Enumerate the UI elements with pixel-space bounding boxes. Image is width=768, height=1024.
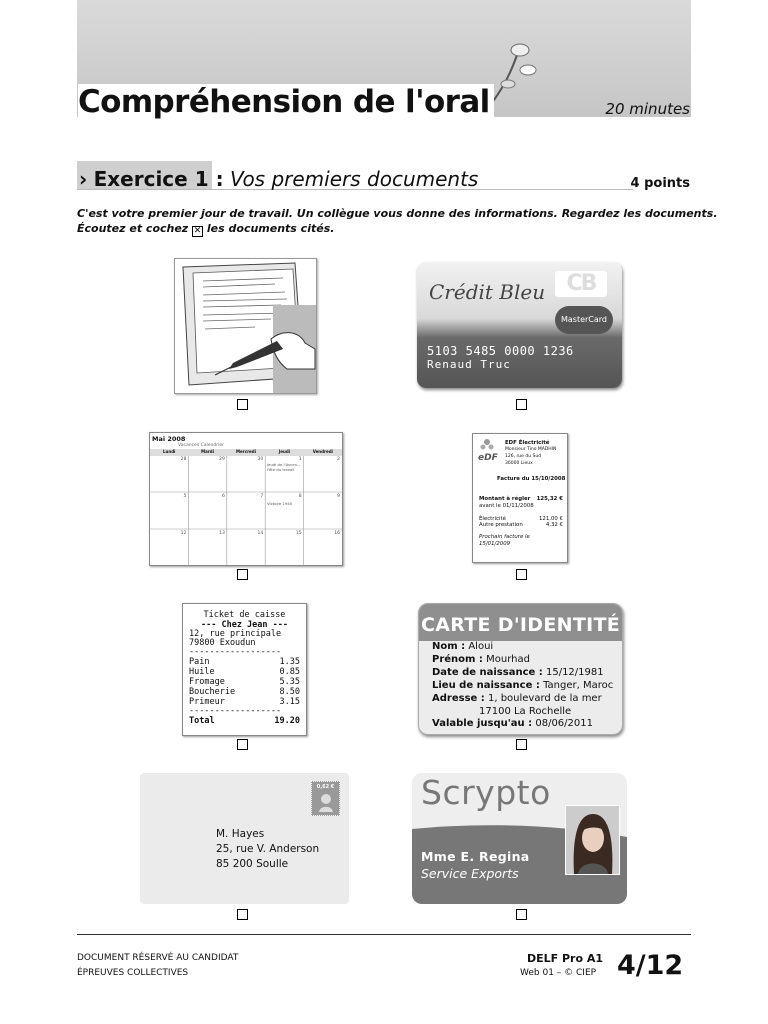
calendar-row-3 bbox=[150, 531, 342, 536]
receipt-item-price: 1.35 bbox=[279, 657, 300, 667]
exercise-subtitle: Vos premiers documents bbox=[229, 167, 479, 191]
calendar-date: 14 bbox=[257, 531, 264, 536]
id-value: Aloui bbox=[468, 641, 494, 652]
calendar-date: 12 bbox=[180, 531, 187, 536]
edf-next-label: Prochain facture le bbox=[479, 534, 530, 540]
id-row bbox=[432, 654, 530, 665]
id-value: Mourhad bbox=[486, 654, 530, 665]
id-value: 08/06/2011 bbox=[535, 718, 593, 729]
envelope-line-3: 85 200 Soulle bbox=[216, 858, 289, 870]
calendar-document bbox=[149, 432, 343, 566]
edf-company: EDF Électricité bbox=[505, 440, 550, 446]
calendar-date: 28 bbox=[180, 457, 187, 462]
calendar-header-row bbox=[150, 449, 342, 456]
id-value: 17100 La Rochelle bbox=[479, 706, 572, 717]
id-label: Prénom : bbox=[432, 654, 483, 665]
mastercard-logo: MasterCard bbox=[555, 306, 613, 334]
checkbox-bank-card[interactable] bbox=[516, 399, 527, 410]
checkbox-envelope[interactable] bbox=[237, 909, 248, 920]
calendar-date: 16 bbox=[334, 531, 341, 536]
receipt-item bbox=[189, 677, 300, 687]
id-label: Adresse : bbox=[432, 693, 485, 704]
receipt-total-label: Total bbox=[189, 716, 215, 726]
checkbox-contract[interactable] bbox=[237, 399, 248, 410]
edf-other-label: Autre prestation bbox=[479, 522, 523, 528]
id-row bbox=[432, 667, 604, 678]
calendar-row-2 bbox=[150, 494, 342, 499]
bank-card bbox=[417, 262, 622, 388]
calendar-date: 1 bbox=[298, 457, 302, 462]
calendar-row-1 bbox=[150, 457, 342, 462]
edf-amount-label: Montant à régler bbox=[479, 496, 531, 502]
receipt-total-value: 19.20 bbox=[274, 716, 300, 726]
exercise-arrow: › bbox=[79, 167, 88, 191]
cb-logo: CB bbox=[555, 271, 607, 297]
calendar-grid bbox=[150, 456, 342, 565]
calendar-day: Lundi bbox=[162, 449, 176, 454]
calendar-subtitle: Vacances Calendrier bbox=[178, 443, 224, 448]
receipt-title: Ticket de caisse bbox=[203, 610, 286, 620]
calendar-month: Mai 2008 bbox=[152, 435, 186, 443]
checkbox-id-card[interactable] bbox=[516, 739, 527, 750]
id-label: Date de naissance : bbox=[432, 667, 543, 678]
calendar-date: 15 bbox=[295, 531, 302, 536]
contract-signing-illustration bbox=[175, 259, 316, 393]
edf-address-2: 126, rue du Sud bbox=[505, 454, 542, 459]
calendar-day: Vendredi bbox=[312, 449, 333, 454]
edf-due: avant le 01/11/2008 bbox=[479, 503, 534, 509]
badge-company-logo: Scrypto bbox=[421, 773, 551, 812]
checked-box-icon: ✕ bbox=[193, 226, 202, 236]
footer-line-1: DOCUMENT RÉSERVÉ AU CANDIDAT bbox=[77, 953, 239, 963]
calendar-note: Victoire 1945 bbox=[267, 501, 293, 506]
receipt-total bbox=[189, 716, 300, 726]
receipt-item-name: Boucherie bbox=[189, 687, 236, 697]
receipt-address-1: 12, rue principale bbox=[189, 629, 282, 639]
receipt-item-price: 3.15 bbox=[279, 697, 300, 707]
edf-flower-icon bbox=[479, 438, 495, 452]
receipt-separator: ------------------ bbox=[189, 647, 282, 657]
badge-photo bbox=[565, 805, 620, 875]
checkbox-edf-bill[interactable] bbox=[516, 569, 527, 580]
contract-document bbox=[174, 258, 317, 394]
instruction-part-b: les documents cités. bbox=[206, 222, 335, 235]
edf-next-date: 15/01/2009 bbox=[479, 541, 511, 547]
instruction-line-2 bbox=[77, 222, 334, 237]
edf-invoice-date: Facture du 15/10/2008 bbox=[497, 476, 566, 482]
stamp-value: 0,62 € bbox=[316, 784, 335, 790]
checkbox-receipt[interactable] bbox=[237, 739, 248, 750]
exercise-points: 4 points bbox=[630, 176, 690, 191]
calendar-date: 5 bbox=[183, 494, 187, 499]
receipt-separator: ------------------ bbox=[189, 706, 282, 716]
calendar-day: Mercredi bbox=[236, 449, 256, 454]
page-number: 4/12 bbox=[617, 950, 684, 981]
calendar-date: 30 bbox=[257, 457, 264, 462]
receipt-item-name: Huile bbox=[189, 667, 215, 677]
id-row bbox=[432, 641, 493, 652]
id-row bbox=[432, 680, 613, 691]
envelope-document bbox=[140, 773, 349, 904]
edf-address-1: Monsieur Tino MADHIN bbox=[505, 447, 557, 452]
id-card-title: CARTE D'IDENTITÉ bbox=[420, 614, 621, 636]
calendar-date: 7 bbox=[260, 494, 264, 499]
stamp bbox=[311, 781, 340, 816]
badge-department: Service Exports bbox=[421, 866, 519, 881]
card-number: 5103 5485 0000 1236 bbox=[427, 344, 574, 358]
id-card bbox=[418, 603, 623, 735]
bank-name: Crédit Bleu bbox=[429, 280, 546, 304]
employee-badge bbox=[412, 773, 627, 904]
id-value: 1, boulevard de la mer bbox=[487, 693, 602, 704]
exercise-title bbox=[79, 167, 478, 191]
calendar-day: Mardi bbox=[201, 449, 215, 454]
person-photo-icon bbox=[566, 806, 619, 874]
id-row bbox=[432, 693, 602, 704]
id-label: Nom : bbox=[432, 641, 466, 652]
edf-bill bbox=[472, 433, 568, 563]
receipt-item bbox=[189, 687, 300, 697]
calendar-date: 2 bbox=[337, 457, 341, 462]
footer-copyright: Web 01 – © CIEP bbox=[520, 968, 597, 978]
duration-label: 20 minutes bbox=[605, 100, 690, 118]
edf-elec-label: Électricité bbox=[479, 516, 506, 522]
checkbox-calendar[interactable] bbox=[237, 569, 248, 580]
checkbox-badge[interactable] bbox=[516, 909, 527, 920]
card-holder: Renaud Truc bbox=[427, 358, 511, 371]
page-title: Compréhension de l'oral bbox=[78, 84, 494, 120]
edf-address-3: 36000 Lieux bbox=[505, 461, 533, 466]
edf-other-value: 4,32 € bbox=[545, 522, 563, 528]
calendar-date: 13 bbox=[219, 531, 225, 536]
receipt-item-price: 5.35 bbox=[279, 677, 300, 687]
receipt-document bbox=[182, 603, 307, 736]
envelope-line-2: 25, rue V. Anderson bbox=[216, 843, 320, 855]
receipt-shop: --- Chez Jean --- bbox=[201, 620, 288, 630]
calendar-date: 8 bbox=[298, 494, 302, 499]
receipt-address-2: 79800 Exoudun bbox=[189, 638, 256, 648]
footer-divider bbox=[77, 934, 691, 935]
calendar-date: 29 bbox=[219, 457, 225, 462]
stamp-portrait-icon bbox=[317, 792, 334, 812]
receipt-item-name: Primeur bbox=[189, 697, 225, 707]
calendar-date: 9 bbox=[337, 494, 341, 499]
receipt-item-name: Fromage bbox=[189, 677, 225, 687]
id-row bbox=[432, 718, 593, 729]
badge-name: Mme E. Regina bbox=[421, 849, 530, 864]
instruction-part-a: Écoutez et cochez bbox=[77, 222, 189, 235]
footer-line-2: ÉPREUVES COLLECTIVES bbox=[77, 968, 189, 978]
edf-elec-value: 121,00 € bbox=[538, 516, 563, 522]
calendar-day: Jeudi bbox=[278, 449, 291, 454]
calendar-note: Jeudi de l'Ascen... Fête du travail bbox=[267, 462, 301, 472]
id-label: Lieu de naissance : bbox=[432, 680, 540, 691]
id-row bbox=[479, 706, 571, 717]
exercise-label: Exercice 1 : bbox=[93, 167, 224, 191]
id-label: Valable jusqu'au : bbox=[432, 718, 533, 729]
receipt-item-name: Pain bbox=[189, 657, 210, 667]
footer-exam: DELF Pro A1 bbox=[527, 952, 604, 965]
edf-logo: eDF bbox=[478, 453, 498, 463]
receipt-item-price: 0.85 bbox=[279, 667, 300, 677]
calendar-date: 6 bbox=[221, 494, 225, 499]
id-value: Tanger, Maroc bbox=[543, 680, 614, 691]
receipt-item-price: 8.50 bbox=[279, 687, 300, 697]
edf-amount: 125,32 € bbox=[536, 496, 563, 502]
receipt-item bbox=[189, 667, 300, 677]
id-value: 15/12/1981 bbox=[545, 667, 604, 678]
envelope-line-1: M. Hayes bbox=[216, 828, 265, 840]
receipt-item bbox=[189, 657, 300, 667]
instruction-line-1: C'est votre premier jour de travail. Un collègue vous donne des informations. Regardez les documents. bbox=[77, 207, 718, 220]
